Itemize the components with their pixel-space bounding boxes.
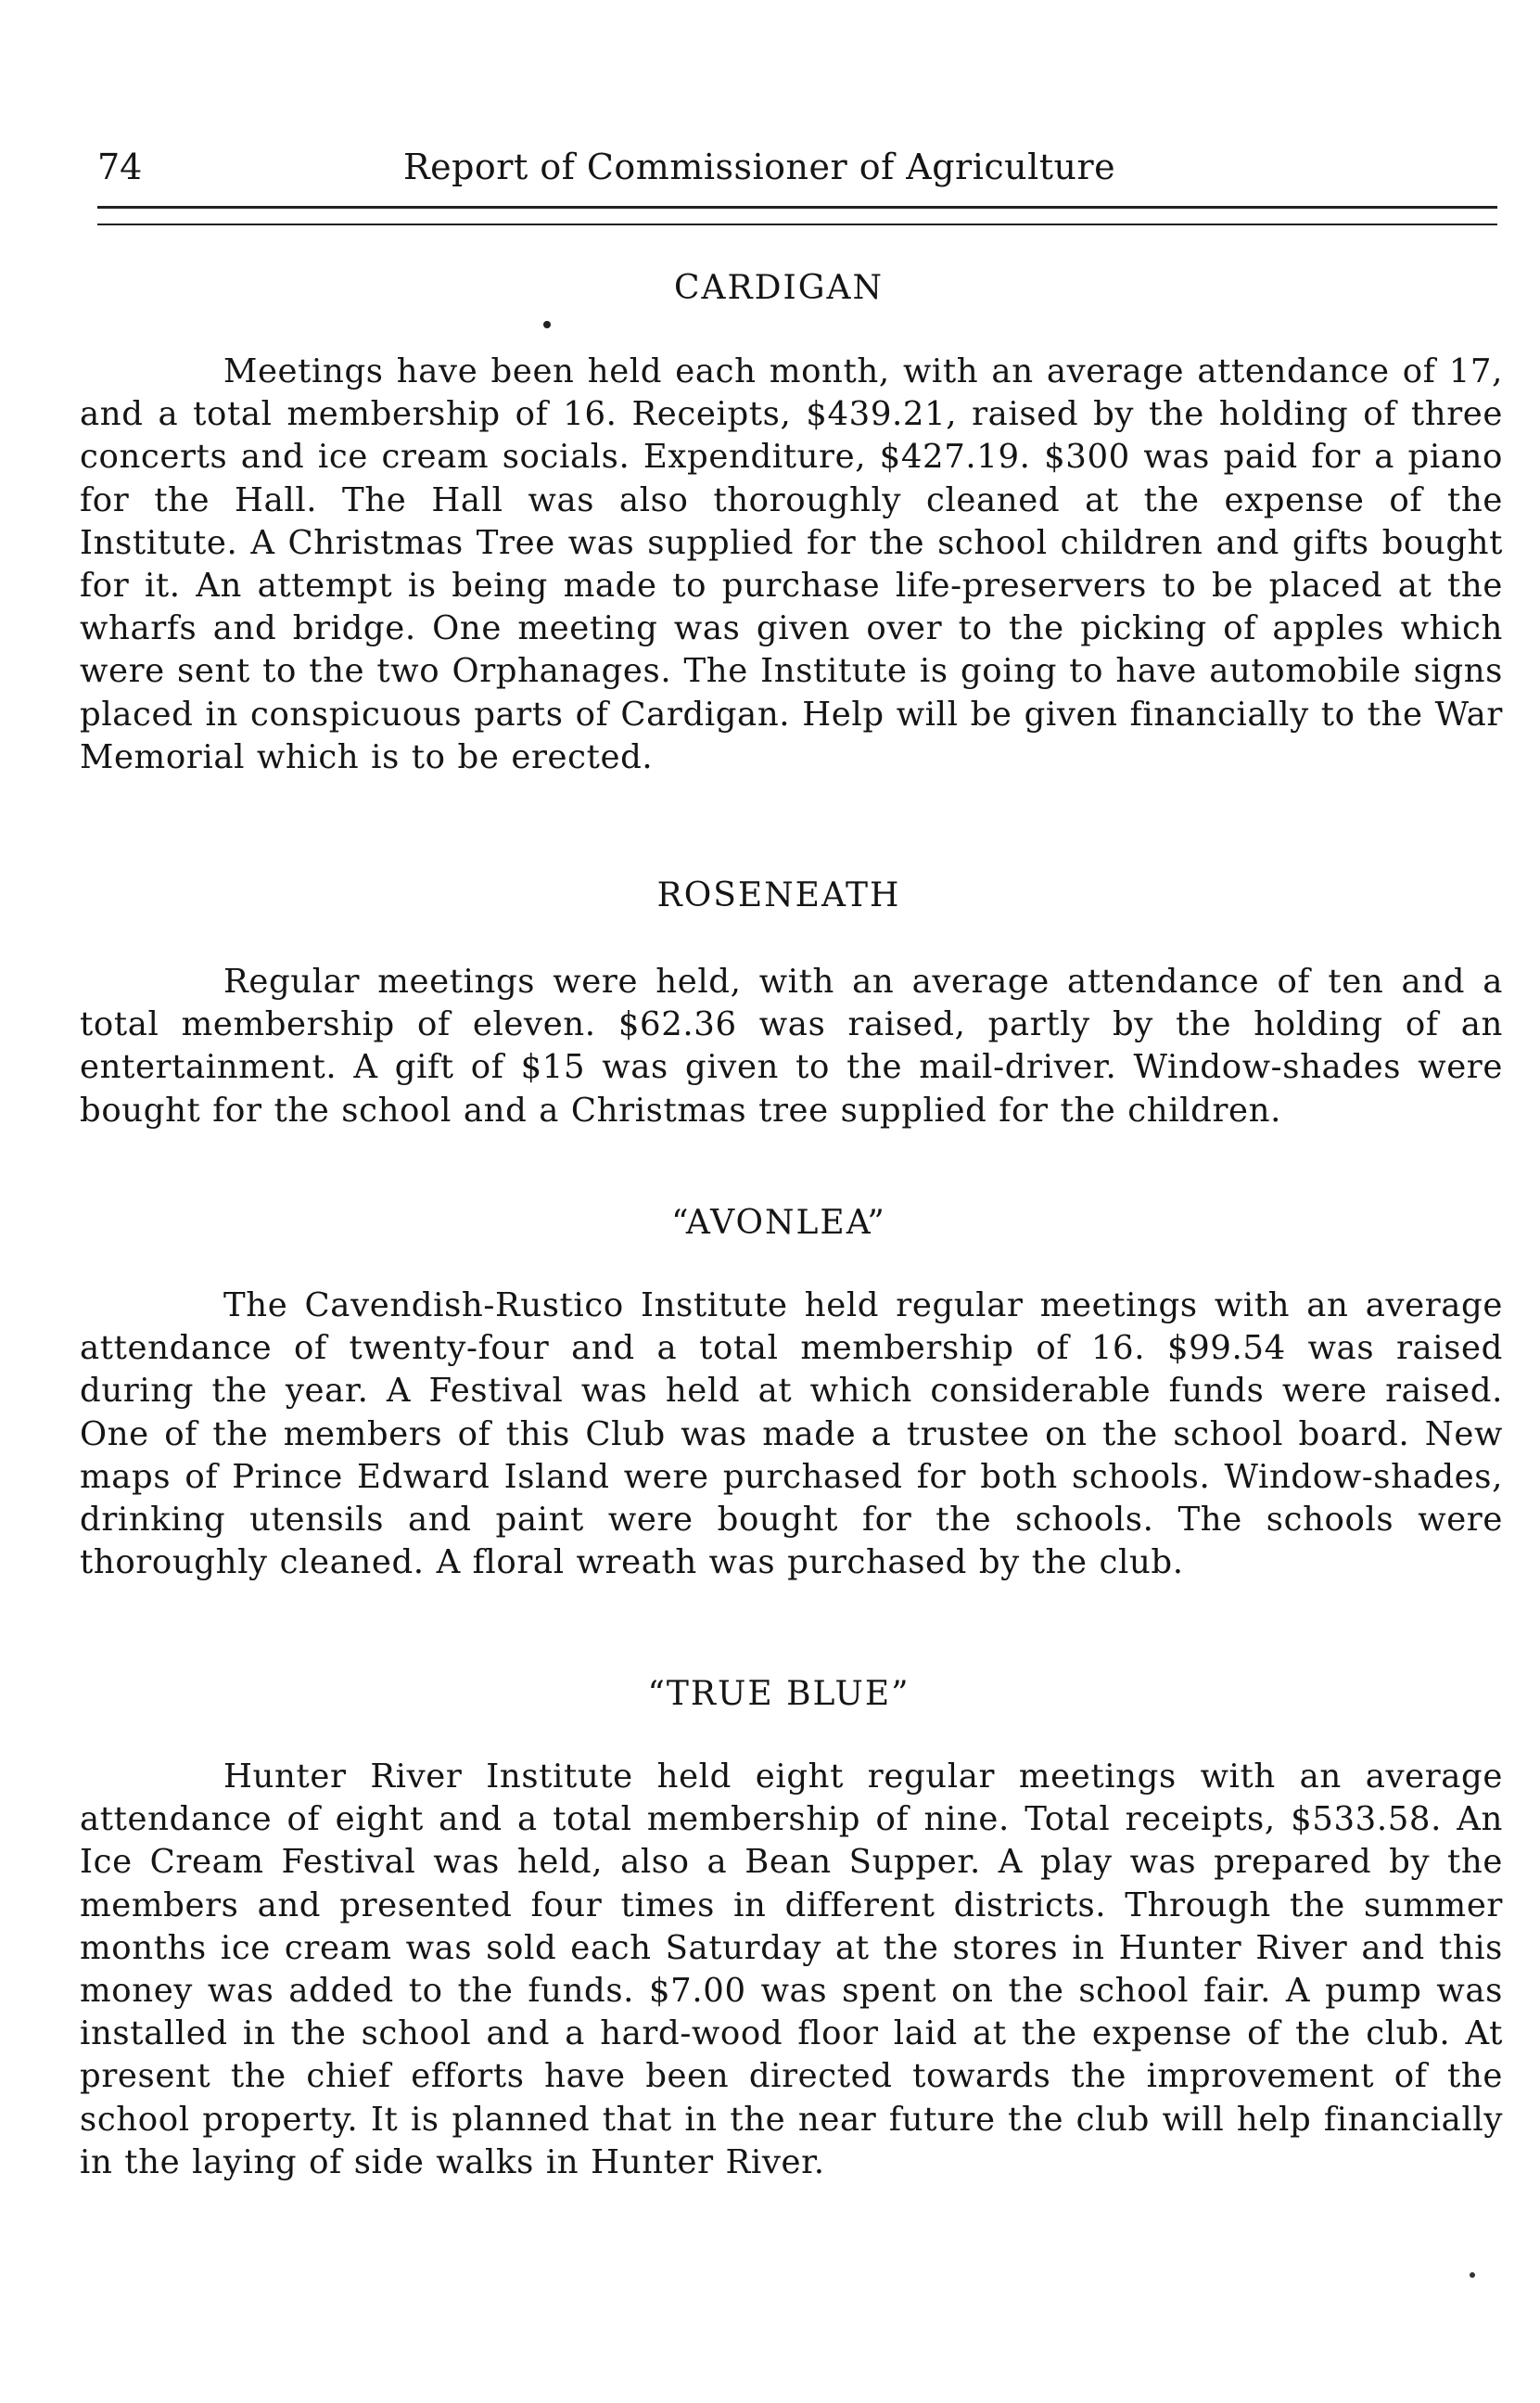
section-body-roseneath: Regular meetings were held, with an average attendance of ten and a total membership of eleven. $62.36 was raised, partly by the holding of an entertainment. A gift of $15 was given to the mail-driver. Window-shades were bought for the school and a Christmas tree supplied for the children.	[80, 963, 1503, 1130]
print-speck-mark	[1470, 2272, 1475, 2278]
page-number: 74	[97, 147, 143, 187]
section-heading-true-blue: “TRUE BLUE”	[647, 1675, 910, 1713]
section-body-cardigan: Meetings have been held each month, with an average attendance of 17, and a total membership of 16. Receipts, $439.21, raised by the holding of three concerts and ice cream socials. Expenditure, $427.19. $300 was paid for a piano for the Hall. The Hall was also thoroughly cleaned at the expense of the Institute. A Christmas Tree was supplied for the school children and gifts bought for it. An attempt is being made to purchase life-preservers to be placed at the wharfs and bridge. One meeting was given over to the picking of apples which were sent to the two Orphanages. The Institute is going to have automobile signs placed in conspicuous parts of Cardigan. Help will be given financially to the War Memorial which is to be erected.	[80, 352, 1503, 776]
section-heading-avonlea: “AVONLEA”	[671, 1204, 886, 1242]
print-speck-mark	[543, 321, 551, 328]
running-header	[97, 139, 1497, 195]
header-rule-bottom	[97, 224, 1497, 225]
section-body-true-blue: Hunter River Institute held eight regular meetings with an average attendance of eight and a total membership of nine. Total receipts, $533.58. An Ice Cream Festival was held, also a Bean Supper. A play was prepared by the members and presented four times in different districts. Through the summer months ice cream was sold each Saturday at the stores in Hunter River and this money was added to the funds. $7.00 was spent on the school fair. A pump was installed in the school and a hard-wood floor laid at the expense of the club. At present the chief efforts have been directed towards the improvement of the school property. It is planned that in the near future the club will help financially in the laying of side walks in Hunter River.	[80, 1758, 1503, 2181]
running-title: Report of Commissioner of Agriculture	[403, 147, 1116, 187]
header-rule-top	[97, 206, 1497, 209]
section-heading-roseneath: ROSENEATH	[656, 876, 901, 914]
section-body-avonlea: The Cavendish-Rustico Institute held regular meetings with an average attendance of twenty-four and a total membership of 16. $99.54 was raised during the year. A Festival was held at which considerable funds were raised. One of the members of this Club was made a trustee on the school board. New maps of Prince Edward Island were purchased for both schools. Window-shades, drinking utensils and paint were bought for the schools. The schools were thoroughly cleaned. A floral wreath was purchased by the club.	[80, 1286, 1503, 1582]
section-heading-cardigan: CARDIGAN	[674, 269, 884, 307]
